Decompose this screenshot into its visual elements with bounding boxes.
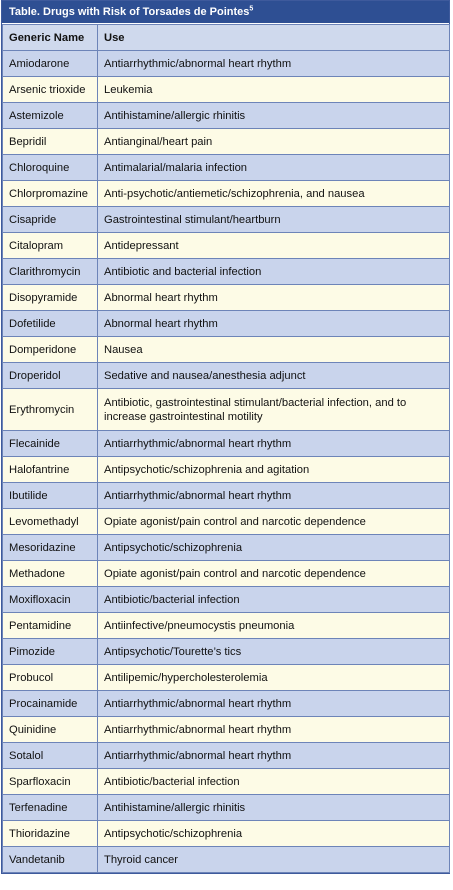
table-row xyxy=(3,457,450,483)
use-cell: Leukemia xyxy=(98,77,450,103)
use-cell: Antibiotic, gastrointestinal stimulant/bacterial infection, and to increase gastrointestinal motility xyxy=(98,389,450,431)
use-cell: Antipsychotic/schizophrenia and agitation xyxy=(98,457,450,483)
generic-name-cell: Disopyramide xyxy=(3,285,98,311)
generic-name-cell: Ibutilide xyxy=(3,483,98,509)
generic-name-cell: Probucol xyxy=(3,665,98,691)
header-generic-name: Generic Name xyxy=(3,25,98,51)
table-row xyxy=(3,743,450,769)
generic-name-cell: Sparfloxacin xyxy=(3,769,98,795)
table-row xyxy=(3,561,450,587)
generic-name-cell: Vandetanib xyxy=(3,847,98,873)
generic-name-cell: Amiodarone xyxy=(3,51,98,77)
use-cell: Antibiotic/bacterial infection xyxy=(98,769,450,795)
use-cell: Abnormal heart rhythm xyxy=(98,311,450,337)
generic-name-cell: Terfenadine xyxy=(3,795,98,821)
use-cell: Opiate agonist/pain control and narcotic dependence xyxy=(98,509,450,535)
use-cell: Antiarrhythmic/abnormal heart rhythm xyxy=(98,743,450,769)
table-row xyxy=(3,691,450,717)
table-row xyxy=(3,77,450,103)
table-row xyxy=(3,181,450,207)
use-cell: Antipsychotic/schizophrenia xyxy=(98,535,450,561)
table-row xyxy=(3,665,450,691)
use-cell: Antihistamine/allergic rhinitis xyxy=(98,795,450,821)
generic-name-cell: Halofantrine xyxy=(3,457,98,483)
generic-name-cell: Chlorpromazine xyxy=(3,181,98,207)
table-title-reference: 5 xyxy=(249,5,254,13)
generic-name-cell: Astemizole xyxy=(3,103,98,129)
use-cell: Abnormal heart rhythm xyxy=(98,285,450,311)
table-row xyxy=(3,431,450,457)
table-row xyxy=(3,103,450,129)
table-row xyxy=(3,285,450,311)
use-cell: Anti-psychotic/antiemetic/schizophrenia, and nausea xyxy=(98,181,450,207)
use-cell: Antiarrhythmic/abnormal heart rhythm xyxy=(98,717,450,743)
use-cell: Antimalarial/malaria infection xyxy=(98,155,450,181)
table-row xyxy=(3,639,450,665)
use-cell: Antihistamine/allergic rhinitis xyxy=(98,103,450,129)
use-cell: Antiarrhythmic/abnormal heart rhythm xyxy=(98,483,450,509)
use-cell: Antiarrhythmic/abnormal heart rhythm xyxy=(98,691,450,717)
generic-name-cell: Mesoridazine xyxy=(3,535,98,561)
generic-name-cell: Sotalol xyxy=(3,743,98,769)
table-row xyxy=(3,795,450,821)
table-row xyxy=(3,483,450,509)
table-row xyxy=(3,509,450,535)
use-cell: Thyroid cancer xyxy=(98,847,450,873)
generic-name-cell: Bepridil xyxy=(3,129,98,155)
use-cell: Antiarrhythmic/abnormal heart rhythm xyxy=(98,51,450,77)
generic-name-cell: Chloroquine xyxy=(3,155,98,181)
use-cell: Antipsychotic/schizophrenia xyxy=(98,821,450,847)
use-cell: Antipsychotic/Tourette’s tics xyxy=(98,639,450,665)
generic-name-cell: Moxifloxacin xyxy=(3,587,98,613)
table-row xyxy=(3,155,450,181)
drug-risk-table xyxy=(2,24,450,873)
table-title xyxy=(2,1,449,24)
generic-name-cell: Pimozide xyxy=(3,639,98,665)
use-cell: Nausea xyxy=(98,337,450,363)
use-cell: Gastrointestinal stimulant/heartburn xyxy=(98,207,450,233)
generic-name-cell: Clarithromycin xyxy=(3,259,98,285)
use-cell: Antianginal/heart pain xyxy=(98,129,450,155)
table-header-row xyxy=(3,25,450,51)
table-row xyxy=(3,363,450,389)
use-cell: Antibiotic and bacterial infection xyxy=(98,259,450,285)
table-row xyxy=(3,613,450,639)
table-row xyxy=(3,769,450,795)
drug-table-container xyxy=(1,0,450,874)
use-cell: Antilipemic/hypercholesterolemia xyxy=(98,665,450,691)
generic-name-cell: Domperidone xyxy=(3,337,98,363)
generic-name-cell: Droperidol xyxy=(3,363,98,389)
use-cell: Antibiotic/bacterial infection xyxy=(98,587,450,613)
table-row xyxy=(3,311,450,337)
table-row xyxy=(3,129,450,155)
table-row xyxy=(3,207,450,233)
table-row xyxy=(3,535,450,561)
generic-name-cell: Dofetilide xyxy=(3,311,98,337)
generic-name-cell: Cisapride xyxy=(3,207,98,233)
use-cell: Sedative and nausea/anesthesia adjunct xyxy=(98,363,450,389)
use-cell: Antidepressant xyxy=(98,233,450,259)
generic-name-cell: Levomethadyl xyxy=(3,509,98,535)
generic-name-cell: Citalopram xyxy=(3,233,98,259)
generic-name-cell: Arsenic trioxide xyxy=(3,77,98,103)
table-body xyxy=(3,51,450,873)
generic-name-cell: Flecainide xyxy=(3,431,98,457)
table-row xyxy=(3,717,450,743)
table-row xyxy=(3,587,450,613)
table-row xyxy=(3,51,450,77)
table-row xyxy=(3,259,450,285)
generic-name-cell: Quinidine xyxy=(3,717,98,743)
use-cell: Antiinfective/pneumocystis pneumonia xyxy=(98,613,450,639)
table-row xyxy=(3,847,450,873)
table-row xyxy=(3,337,450,363)
table-row xyxy=(3,389,450,431)
generic-name-cell: Procainamide xyxy=(3,691,98,717)
use-cell: Opiate agonist/pain control and narcotic dependence xyxy=(98,561,450,587)
generic-name-cell: Pentamidine xyxy=(3,613,98,639)
generic-name-cell: Thioridazine xyxy=(3,821,98,847)
use-cell: Antiarrhythmic/abnormal heart rhythm xyxy=(98,431,450,457)
generic-name-cell: Erythromycin xyxy=(3,389,98,431)
table-title-text: Table. Drugs with Risk of Torsades de Pointes xyxy=(9,6,250,18)
table-row xyxy=(3,821,450,847)
header-use: Use xyxy=(98,25,450,51)
generic-name-cell: Methadone xyxy=(3,561,98,587)
table-row xyxy=(3,233,450,259)
